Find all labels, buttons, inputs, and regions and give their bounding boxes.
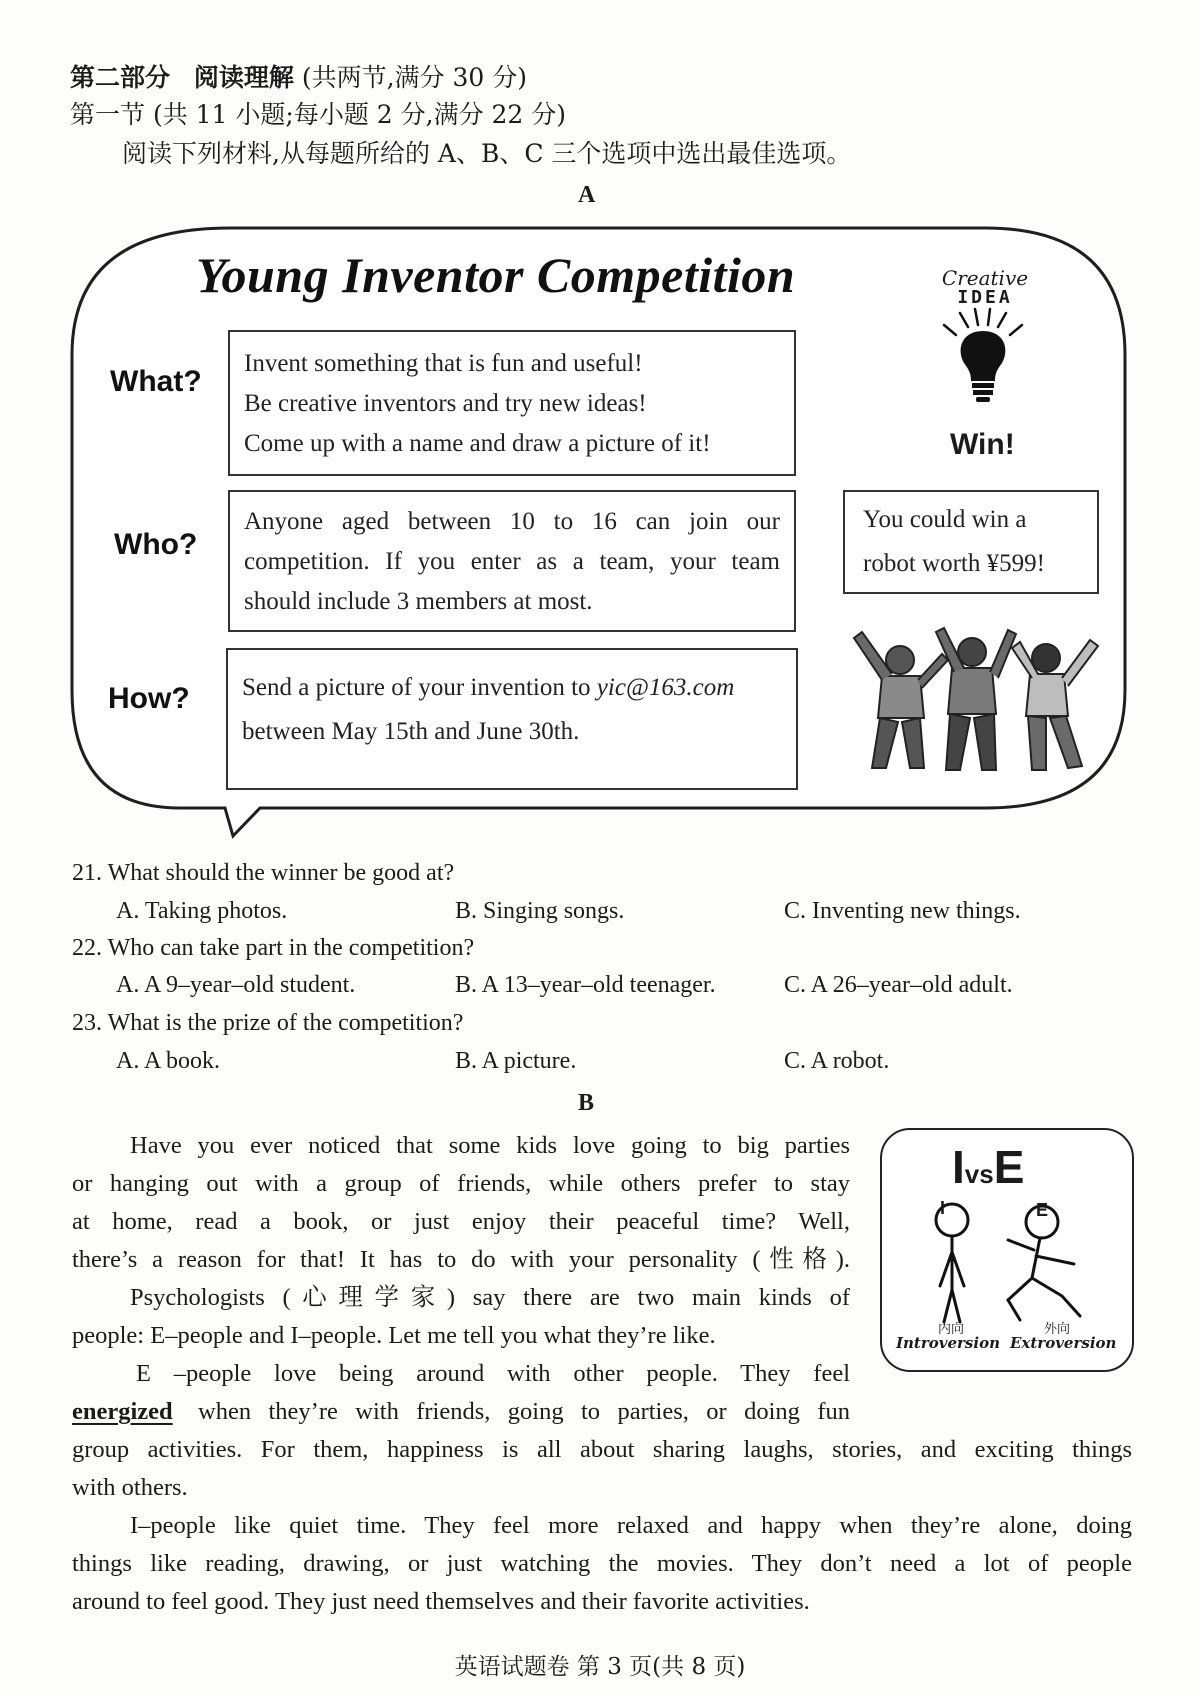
caption-extroversion: Extroversion <box>1010 1334 1117 1352</box>
i-vs-e-title <box>952 1141 1025 1197</box>
passage-b-line-4: there’s a reason for that! It has to do with your personality (性格). <box>72 1246 850 1273</box>
passage-b-line-10: with others. <box>72 1474 188 1501</box>
passage-b-line-12: things like reading, drawing, or just watching the movies. They don’t need a lot of people <box>72 1550 1132 1577</box>
contact-email: yic@163.com <box>596 674 735 701</box>
passage-b-letter: B <box>578 1090 595 1116</box>
passage-b-line-6: people: E–people and I–people. Let me tell you what they’re like. <box>72 1322 716 1349</box>
title-i: I <box>952 1141 965 1193</box>
who-box <box>228 490 796 632</box>
poster-title: Young Inventor Competition <box>196 247 796 303</box>
what-line-1: Invent something that is fun and useful! <box>244 350 643 377</box>
question-23-option-b: B. A picture. <box>455 1048 577 1074</box>
caption-cn-right: 外向 <box>1044 1322 1071 1337</box>
question-22-option-a: A. A 9–year–old student. <box>116 972 356 998</box>
how-line-1 <box>242 666 782 710</box>
who-line-2: competition. If you enter as a team, your team <box>244 548 780 575</box>
what-line-2: Be creative inventors and try new ideas! <box>244 390 647 417</box>
question-22-option-c: C. A 26–year–old adult. <box>784 972 1013 998</box>
win-box <box>843 490 1099 594</box>
passage-b-line-2: or hanging out with a group of friends, while others prefer to stay <box>72 1170 850 1197</box>
question-21-option-c: C. Inventing new things. <box>784 898 1021 924</box>
part-name: 阅读理解 <box>193 63 294 92</box>
i-vs-e-illustration <box>880 1128 1134 1372</box>
passage-b-line-8 <box>72 1394 850 1429</box>
how-label: How? <box>108 682 190 715</box>
figure-head-e: E <box>1036 1200 1049 1220</box>
cheering-kids-illustration <box>832 618 1112 783</box>
passage-b-line-3: at home, read a book, or just enjoy their peaceful time? Well, <box>72 1208 850 1235</box>
lightbulb-icon <box>930 305 1040 405</box>
question-23-option-c: C. A robot. <box>784 1048 890 1074</box>
instruction: 阅读下列材料,从每题所给的 A、B、C 三个选项中选出最佳选项。 <box>122 139 852 168</box>
part-score: (共两节,满分 30 分) <box>301 63 527 92</box>
win-label: Win! <box>950 428 1015 461</box>
win-line-1: You could win a <box>863 506 1027 533</box>
who-line-3: should include 3 members at most. <box>244 588 593 615</box>
title-e: E <box>993 1141 1025 1193</box>
how-line-1-text: Send a picture of your invention to <box>242 674 597 701</box>
who-label: Who? <box>114 528 198 561</box>
keyword-energized: energized <box>72 1398 173 1425</box>
how-box <box>226 648 798 790</box>
how-line-2: between May 15th and June 30th. <box>242 718 580 745</box>
logo-word-creative: Creative <box>941 266 1029 290</box>
passage-b-line-5: Psychologists (心理学家) say there are two main kinds of <box>130 1284 850 1311</box>
what-box <box>228 330 796 476</box>
question-23-option-a: A. A book. <box>116 1048 221 1074</box>
win-line-2: robot worth ¥599! <box>863 550 1045 577</box>
passage-b-line-1: Have you ever noticed that some kids love going to big parties <box>130 1132 850 1159</box>
who-line-1: Anyone aged between 10 to 16 can join our <box>244 508 780 535</box>
question-22-option-b: B. A 13–year–old teenager. <box>455 972 716 998</box>
question-21-stem: 21. What should the winner be good at? <box>72 860 455 886</box>
title-vs: vs <box>964 1159 994 1189</box>
what-label: What? <box>110 365 202 398</box>
what-line-3: Come up with a name and draw a picture of it! <box>244 430 711 457</box>
caption-introversion: Introversion <box>896 1334 1000 1352</box>
page-footer: 英语试题卷 第 3 页(共 8 页) <box>454 1654 746 1680</box>
question-23-stem: 23. What is the prize of the competition? <box>72 1010 464 1036</box>
figure-head-i: I <box>940 1198 946 1218</box>
caption-cn-left: 内向 <box>938 1322 965 1337</box>
passage-b-line-9: group activities. For them, happiness is all about sharing laughs, stories, and exciting things <box>72 1436 1132 1463</box>
passage-b-line-8-rest: when they’re with friends, going to parties, or doing fun <box>198 1398 850 1425</box>
logo-word-idea: IDEA <box>957 287 1013 308</box>
creative-idea-logo <box>930 268 1040 308</box>
passage-a-letter: A <box>578 182 596 208</box>
introvert-extrovert-figures-icon <box>912 1200 1112 1330</box>
section-line: 第一节 (共 11 小题;每小题 2 分,满分 22 分) <box>70 100 567 129</box>
part-title: 第二部分 <box>70 63 171 92</box>
question-21-option-b: B. Singing songs. <box>455 898 625 924</box>
passage-b-line-13: around to feel good. They just need themselves and their favorite activities. <box>72 1588 810 1615</box>
question-21-option-a: A. Taking photos. <box>116 898 288 924</box>
passage-b-line-7: E –people love being around with other people. They feel <box>136 1360 850 1387</box>
passage-b-line-11: I–people like quiet time. They feel more relaxed and happy when they’re alone, doing <box>130 1512 1132 1539</box>
question-22-stem: 22. Who can take part in the competition? <box>72 935 475 961</box>
